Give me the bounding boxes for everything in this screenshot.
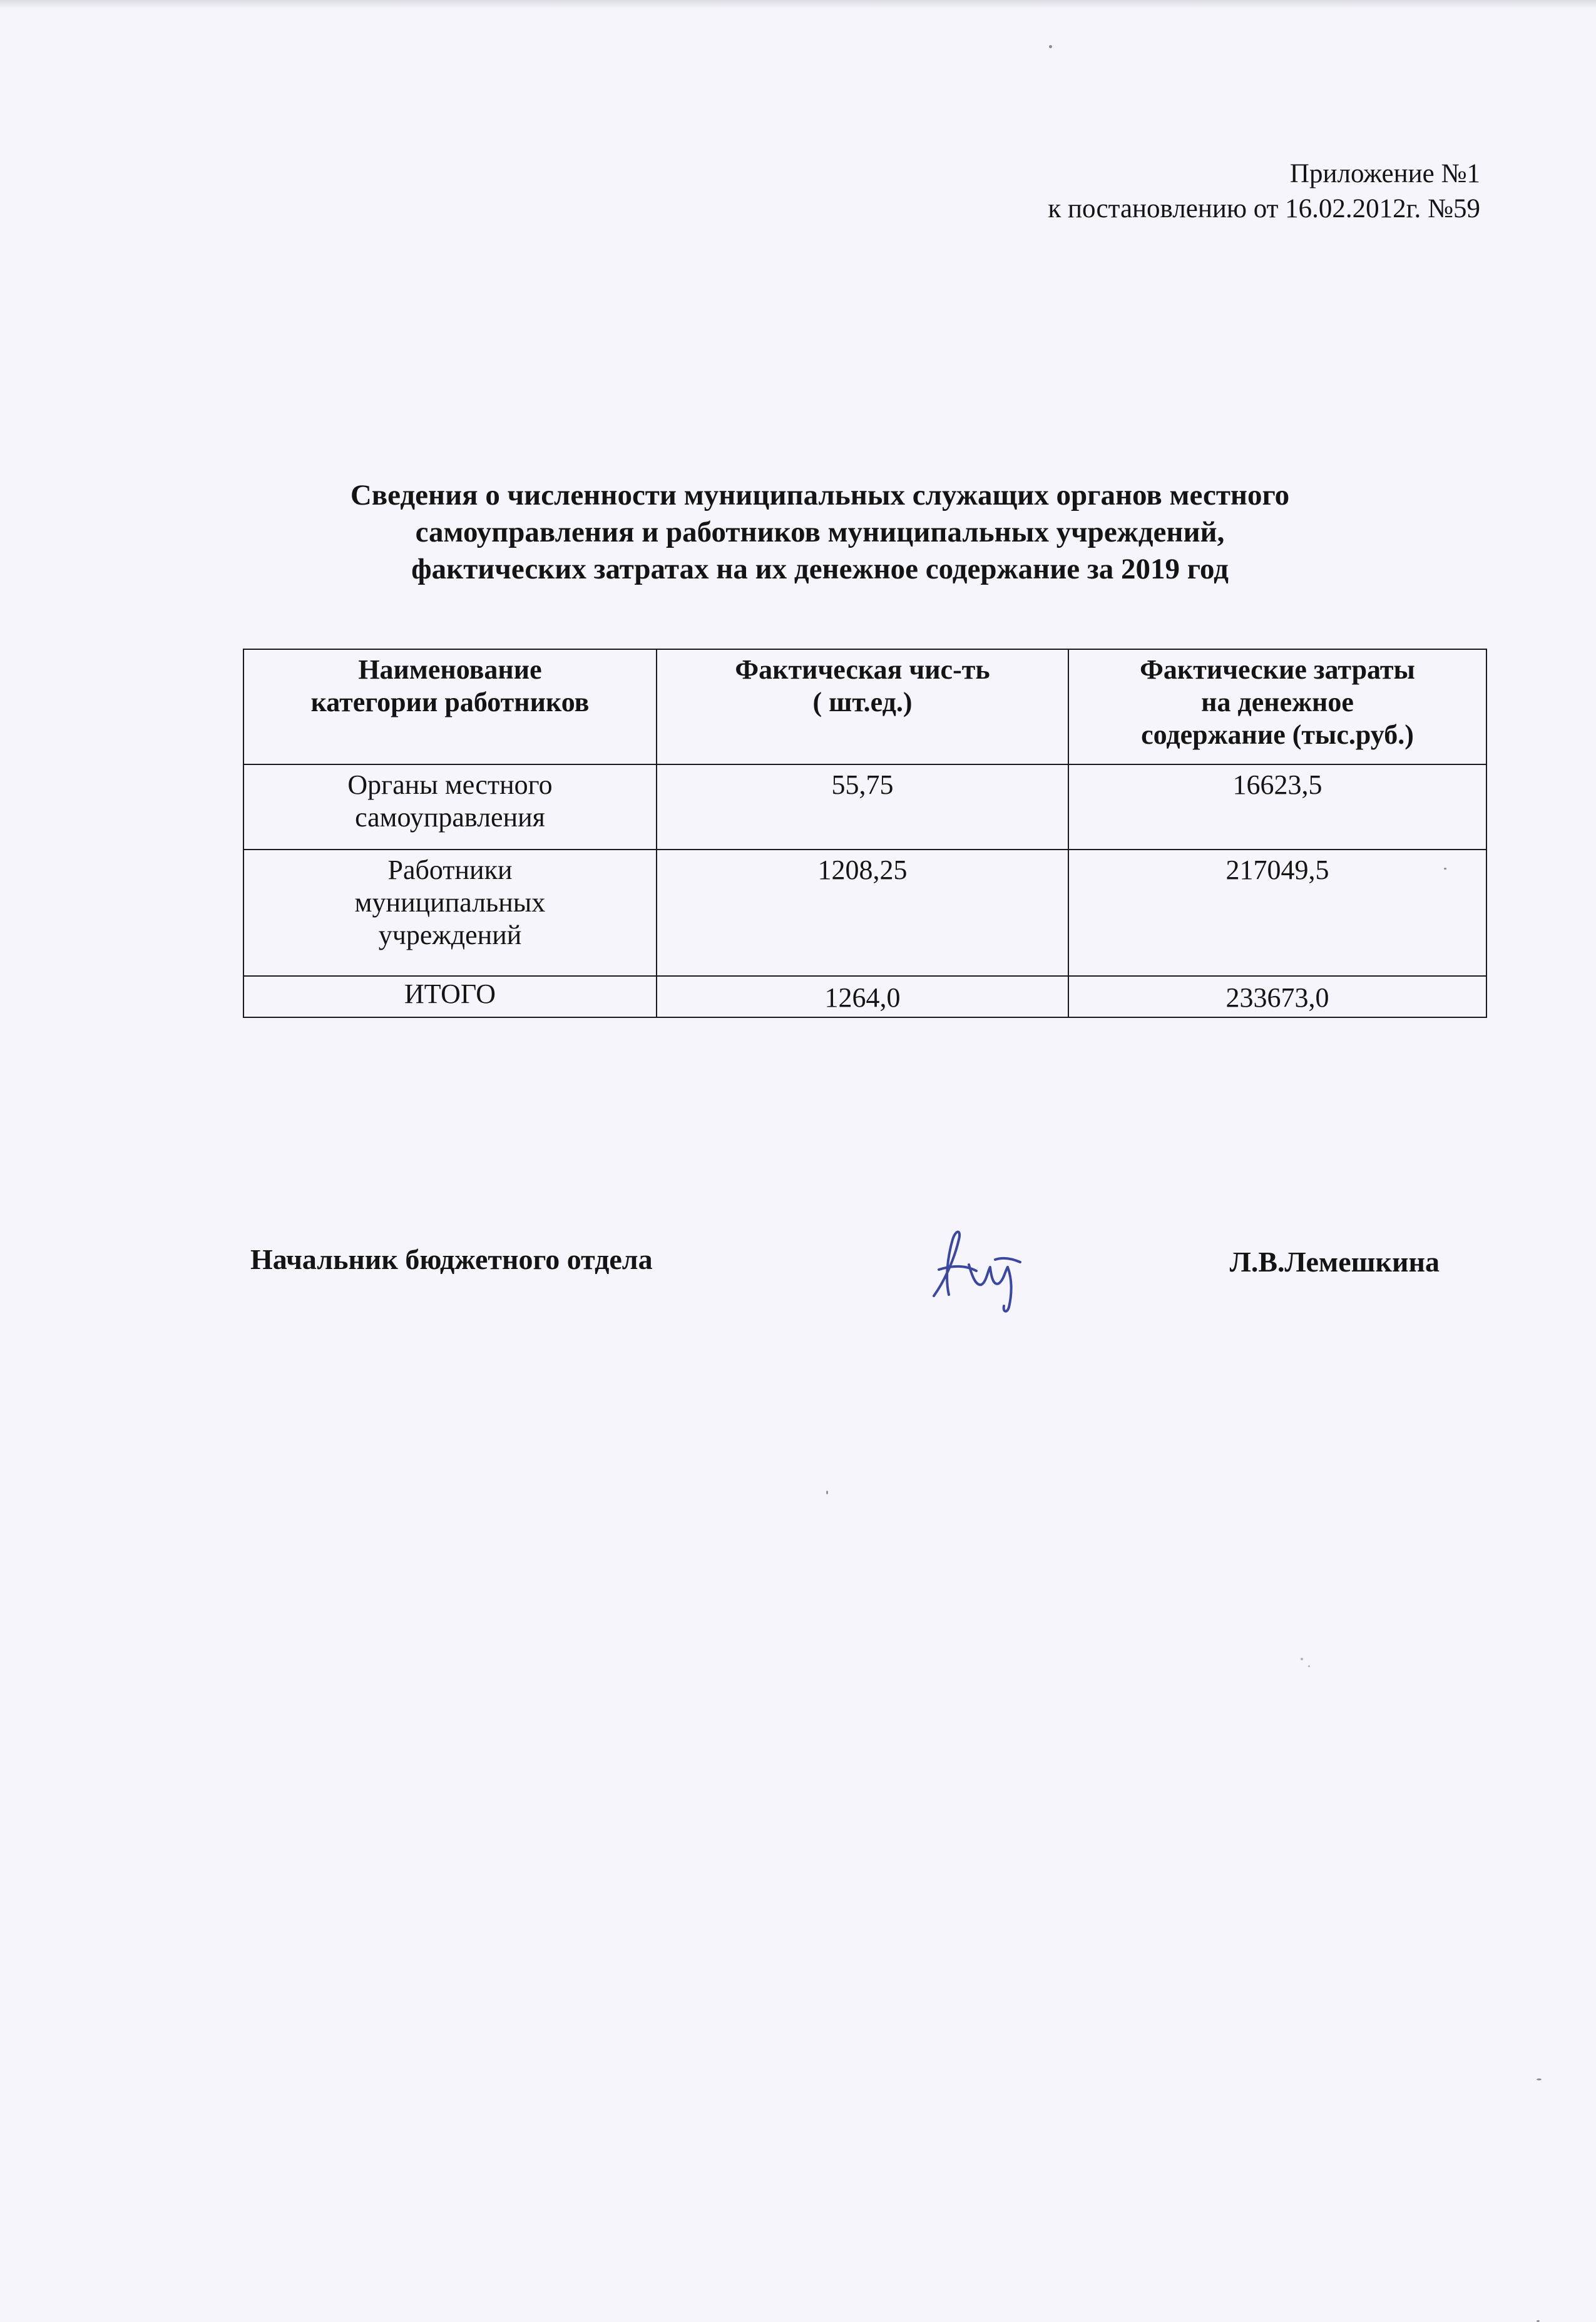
appendix-reference — [1048, 157, 1480, 227]
count-cell: 55,75 — [657, 764, 1068, 850]
header-cost — [1068, 649, 1486, 764]
category-line: Работники — [387, 855, 513, 885]
scan-speck — [1444, 868, 1446, 870]
staff-cost-table — [243, 649, 1487, 1018]
cost-cell: 16623,5 — [1068, 764, 1486, 850]
total-count-cell: 1264,0 — [657, 976, 1068, 1017]
total-cost-cell: 233673,0 — [1068, 976, 1486, 1017]
header-cost-line: содержание (тыс.руб.) — [1141, 719, 1414, 750]
handwritten-signature-icon — [920, 1221, 1045, 1315]
scan-speck — [826, 1491, 828, 1494]
title-line-3: фактических затратах на их денежное содержание за 2019 год — [411, 553, 1229, 585]
table-total-row — [243, 976, 1486, 1017]
total-label: ИТОГО — [404, 979, 496, 1009]
table-header-row — [243, 649, 1486, 764]
count-cell: 1208,25 — [657, 850, 1068, 976]
scan-speck — [1301, 1658, 1303, 1660]
category-line: Органы местного — [347, 769, 553, 800]
scan-speck — [1308, 1665, 1310, 1667]
document-title — [207, 477, 1433, 588]
header-category-line: Наименование — [358, 654, 542, 685]
appendix-number: Приложение №1 — [1289, 159, 1480, 188]
header-count-line: Фактическая чис-ть — [735, 654, 990, 685]
category-cell — [243, 764, 657, 850]
signature-block — [250, 1236, 1440, 1312]
signatory-name: Л.В.Лемешкина — [1229, 1246, 1440, 1278]
title-line-2: самоуправления и работников муниципальных учреждений, — [415, 516, 1225, 548]
header-cost-line: на денежное — [1201, 687, 1354, 717]
header-category — [243, 649, 657, 764]
signatory-position: Начальник бюджетного отдела — [250, 1243, 653, 1275]
category-line: самоуправления — [355, 802, 545, 833]
category-line: муниципальных — [354, 887, 546, 918]
table-row — [243, 850, 1486, 976]
header-cost-line: Фактические затраты — [1140, 654, 1415, 685]
scan-speck — [1537, 2078, 1542, 2080]
title-line-1: Сведения о численности муниципальных служащих органов местного — [350, 479, 1290, 511]
total-label-cell — [243, 976, 657, 1017]
table-row — [243, 764, 1486, 850]
header-category-line: категории работников — [310, 687, 590, 717]
scan-edge — [0, 0, 1596, 9]
scan-speck — [1049, 45, 1052, 48]
category-line: учреждений — [378, 920, 522, 950]
appendix-resolution: к постановлению от 16.02.2012г. №59 — [1048, 194, 1480, 223]
header-count-line: ( шт.ед.) — [812, 687, 913, 717]
category-cell — [243, 850, 657, 976]
cost-cell: 217049,5 — [1068, 850, 1486, 976]
header-count — [657, 649, 1068, 764]
